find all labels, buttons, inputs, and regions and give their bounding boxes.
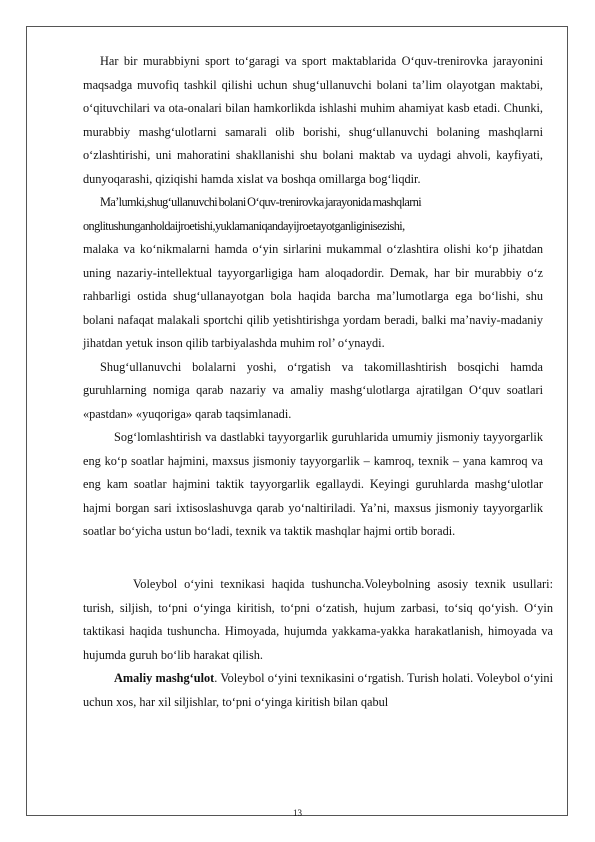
paragraph-3: Shug‘ullanuvchi bolalarni yoshi, o‘rgatish va takomillashtirish bosqichi hamda guruhlarning nomiga qarab nazariy va amaliy mashg‘ulotlarga ajratilgan O‘quv soatlari «pastdan» «yuqoriga» qarab taqsimlanadi. [83, 359, 543, 421]
paragraph-2-line-1: Ma’lumki,shug‘ullanuvchi bolani O‘quv-trenirovka jarayonida mashqlarni [100, 195, 422, 209]
page-number: 13 [293, 808, 302, 818]
paragraph-5: Voleybol o‘yini texnikasi haqida tushuncha.Voleybolning asosiy texnik usullari: turish, siljish, to‘pni o‘yinga kiritish, to‘pni o‘zatish, hujum zarbasi, to‘siq qo‘yish. O‘yin taktikasi haqida tushuncha. Himoyada, hujumda yakkama-yakka harakatlanish, himoyada va hujumda guruh bo‘lib harakat qilish. [83, 577, 553, 662]
practical-lesson-heading: Amaliy mashg‘ulot [114, 671, 215, 685]
paragraph-1: Har bir murabbiyni sport to‘garagi va sport maktablarida O‘quv-trenirovka jarayonini maqsadga muvofiq tashkil qilishi uchun shug‘ullanuvchi bolani ta’lim olayotgan maktabi, o‘qituvchilari va ota-onalari bilan hamkorlikda ishlashi muhim ahamiyat kasb etadi. Chunki, murabbiy mashg‘ulotlarni samarali olib borishi, shug‘ullanuvchi bolaning mashqlarni o‘zlashtirishi, uni mahoratini shakllanishi shu bolani maktab va uydagi ahvoli, kayfiyati, dunyoqarashi, qiziqishi hamda xislat va boshqa omillarga bog‘liqdir. [83, 54, 543, 186]
body-text [83, 50, 543, 544]
paragraph-6 [83, 667, 553, 714]
paragraph-6-text: . Voleybol o‘yini texnikasini o‘rgatish. Turish holati. Voleybol o‘yini uchun xos, har xil siljishlar, to‘pni o‘yinga kiritish bilan qabul [83, 671, 553, 709]
body-text-lower [83, 573, 553, 714]
paragraph-4: Sog‘lomlashtirish va dastlabki tayyorgarlik guruhlarida umumiy jismoniy tayyorgarlik eng ko‘p soatlar hajmini, maxsus jismoniy tayyorgarlik – kamroq, texnik – yana kamroq va eng kam soatlar hajmini taktik tayyorgarlik egallaydi. Keyingi guruhlarda mashg‘ulotlar hajmi borgan sari ixtisoslashuvga qarab yo‘naltiriladi. Ya’ni, maxsus jismoniy tayyorgarlik soatlar bo‘yicha ustun bo‘ladi, texnik va taktik mashqlar hajmi ortib boradi. [83, 430, 543, 538]
paragraph-2-continued: malaka va ko‘nikmalarni hamda o‘yin sirlarini mukammal o‘zlashtira olishi ko‘p jihatdan uning nazariy-intellektual tayyorgarligiga ham aloqadordir. Demak, har bir murabbiy o‘z rahbarligi ostida shug‘ullanayotgan bola haqida barcha ma’lumotlarga ega bo‘lishi, shu bolani nafaqat malakali sportchi qilib yetishtirishga yordam beradi, balki ma’naviy-madaniy jihatdan yetuk inson qilib tarbiyalashda muhim rol’ o‘ynaydi. [83, 242, 543, 350]
paragraph-2-line-2: onglitushunganholdaijroetishi,yuklamaniqandayijroetayotganliginisezishi, [83, 218, 405, 233]
